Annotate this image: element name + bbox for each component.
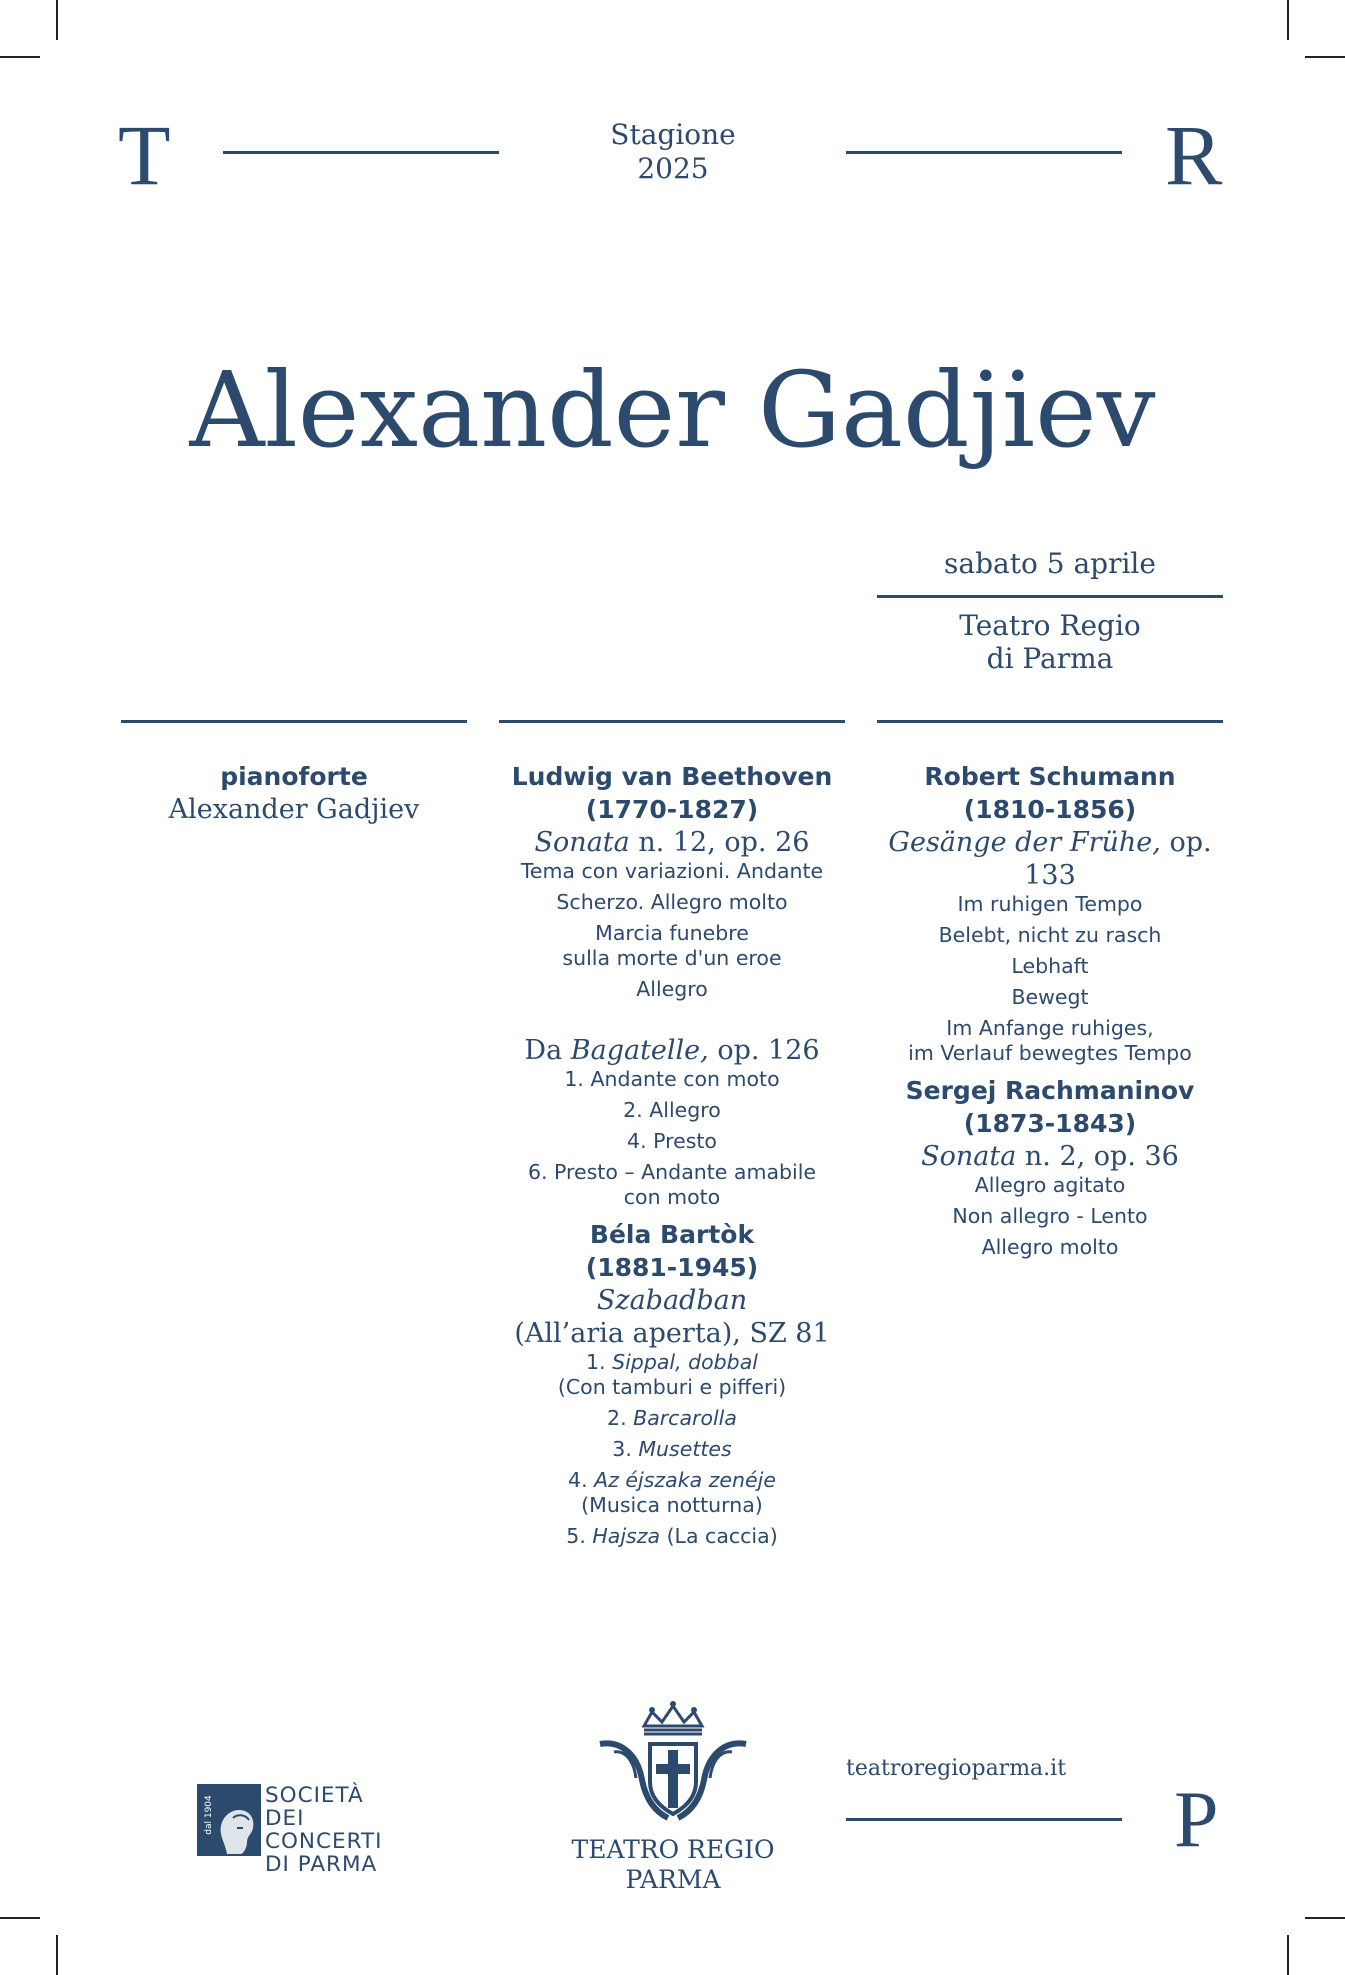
season-label <box>560 118 786 186</box>
crop-mark <box>1305 1917 1345 1919</box>
movement: sulla morte d'un eroe <box>562 946 782 970</box>
movement: Belebt, nicht zu rasch <box>938 923 1162 947</box>
composer-dates: (1873-1843) <box>963 1109 1137 1138</box>
society-name <box>265 1784 407 1876</box>
movement: Tema con variazioni. Andante <box>520 859 824 883</box>
movement-title: Barcarolla <box>633 1406 737 1430</box>
movement: Marcia funebre <box>595 921 749 945</box>
movement <box>499 1406 845 1431</box>
crop-mark <box>56 0 58 40</box>
movement: 6. Presto – Andante amabile <box>527 1160 817 1184</box>
movement: Non allegro - Lento <box>952 1204 1148 1228</box>
movement-number: 2. <box>607 1406 634 1430</box>
composer-name: Robert Schumann <box>924 762 1176 791</box>
society-line1: SOCIETÀ DEI <box>265 1783 364 1831</box>
movement-number: 5. <box>566 1524 593 1548</box>
season-year: 2025 <box>637 152 709 185</box>
movement: Allegro molto <box>981 1235 1119 1259</box>
movement: Im ruhigen Tempo <box>957 892 1143 916</box>
theatre-line2: PARMA <box>625 1865 721 1894</box>
movement: Allegro agitato <box>974 1173 1126 1197</box>
work-title-prefix: Da <box>524 1035 571 1066</box>
society-logo-emblem <box>197 1784 261 1856</box>
performer-role: pianoforte <box>220 762 368 791</box>
composer-name: Sergej Rachmaninov <box>905 1076 1195 1105</box>
crop-mark <box>0 56 40 58</box>
movement-note: (Musica notturna) <box>581 1493 763 1517</box>
movement <box>499 1350 845 1400</box>
composer-name: Béla Bartòk <box>589 1220 755 1249</box>
movement: Scherzo. Allegro molto <box>556 890 788 914</box>
movement-number: 3. <box>612 1437 639 1461</box>
movement-title: Sippal, dobbal <box>612 1350 758 1374</box>
society-logo <box>197 1783 407 1877</box>
header-rule-right <box>846 151 1122 154</box>
header-letter-r: R <box>1165 107 1223 203</box>
composer-dates: (1810-1856) <box>963 795 1137 824</box>
program-column-3 <box>877 760 1223 1286</box>
program-column-2 <box>499 760 845 1575</box>
column-rule-1 <box>121 720 467 723</box>
work-title <box>877 1140 1223 1173</box>
page-title: Alexander Gadjiev <box>189 349 1156 471</box>
work-title-italic: Bagatelle, <box>570 1035 709 1066</box>
event-venue <box>877 609 1223 675</box>
movement-note: (La caccia) <box>660 1524 778 1548</box>
teatro-regio-logo <box>560 1700 786 1894</box>
crop-mark <box>56 1935 58 1975</box>
work-subtitle: (All’aria aperta), SZ 81 <box>514 1318 830 1349</box>
movement: Bewegt <box>1011 985 1089 1009</box>
performer-name: Alexander Gadjiev <box>168 794 420 825</box>
movement-title: Hajsza <box>592 1524 661 1548</box>
movement: 1. Andante con moto <box>564 1067 780 1091</box>
date-rule <box>877 595 1223 598</box>
movement: im Verlauf bewegtes Tempo <box>908 1041 1192 1065</box>
work-title-rest: op. 126 <box>708 1035 820 1066</box>
composer-dates: (1770-1827) <box>585 795 759 824</box>
event-date: sabato 5 aprile <box>944 547 1156 580</box>
teatro-regio-crest-icon <box>560 1700 786 1824</box>
movement <box>499 1524 845 1549</box>
composer-name: Ludwig van Beethoven <box>511 762 833 791</box>
crop-mark <box>1287 0 1289 40</box>
crop-mark <box>1287 1935 1289 1975</box>
movement: 2. Allegro <box>623 1098 721 1122</box>
theatre-name <box>560 1835 786 1895</box>
work-title-rest: op. 133 <box>1024 827 1212 891</box>
movement: con moto <box>623 1185 721 1209</box>
work-title: Szabadban <box>596 1285 748 1316</box>
composer-dates: (1881-1945) <box>585 1253 759 1282</box>
beethoven-block <box>499 760 845 1002</box>
venue-line1: Teatro Regio <box>959 609 1141 642</box>
society-since: dal 1904 <box>204 1795 214 1835</box>
movement: Allegro <box>636 977 708 1001</box>
crop-mark <box>0 1917 40 1919</box>
work-title-italic: Sonata <box>534 827 630 858</box>
society-line3: DI PARMA <box>265 1852 378 1877</box>
work-title <box>499 1034 845 1067</box>
venue-line2: di Parma <box>986 642 1114 675</box>
website-link[interactable]: teatroregioparma.it <box>846 1756 1067 1781</box>
header-rule-left <box>223 151 499 154</box>
season-word: Stagione <box>610 118 736 151</box>
movement-number: 4. <box>568 1468 595 1492</box>
work-title <box>877 826 1223 892</box>
movement: Im Anfange ruhiges, <box>946 1016 1154 1040</box>
movement <box>499 1437 845 1462</box>
crop-mark <box>1305 56 1345 58</box>
work-title-italic: Sonata <box>921 1141 1017 1172</box>
movement: Lebhaft <box>1011 954 1089 978</box>
column-rule-2 <box>499 720 845 723</box>
column-rule-3 <box>877 720 1223 723</box>
movement: 4. Presto <box>627 1129 717 1153</box>
performer-column <box>121 760 467 826</box>
movement-title: Az éjszaka zenéje <box>594 1468 776 1492</box>
theatre-line1: TEATRO REGIO <box>571 1835 775 1864</box>
society-line2: CONCERTI <box>265 1829 383 1854</box>
header-letter-t: T <box>118 107 171 203</box>
movement <box>499 1468 845 1518</box>
bartok-block <box>499 1218 845 1549</box>
movement-title: Musettes <box>638 1437 732 1461</box>
footer-rule <box>846 1818 1122 1821</box>
schumann-block <box>877 760 1223 1066</box>
movement-note: (Con tamburi e pifferi) <box>557 1375 787 1399</box>
work-title <box>499 826 845 859</box>
rachmaninov-block <box>877 1074 1223 1260</box>
movement-number: 1. <box>586 1350 613 1374</box>
work-title-italic: Gesänge der Frühe, <box>888 827 1161 858</box>
bagatelle-block <box>499 1034 845 1210</box>
work-title-rest: n. 12, op. 26 <box>629 827 810 858</box>
work-title-rest: n. 2, op. 36 <box>1016 1141 1179 1172</box>
footer-letter-p: P <box>1174 1776 1219 1864</box>
